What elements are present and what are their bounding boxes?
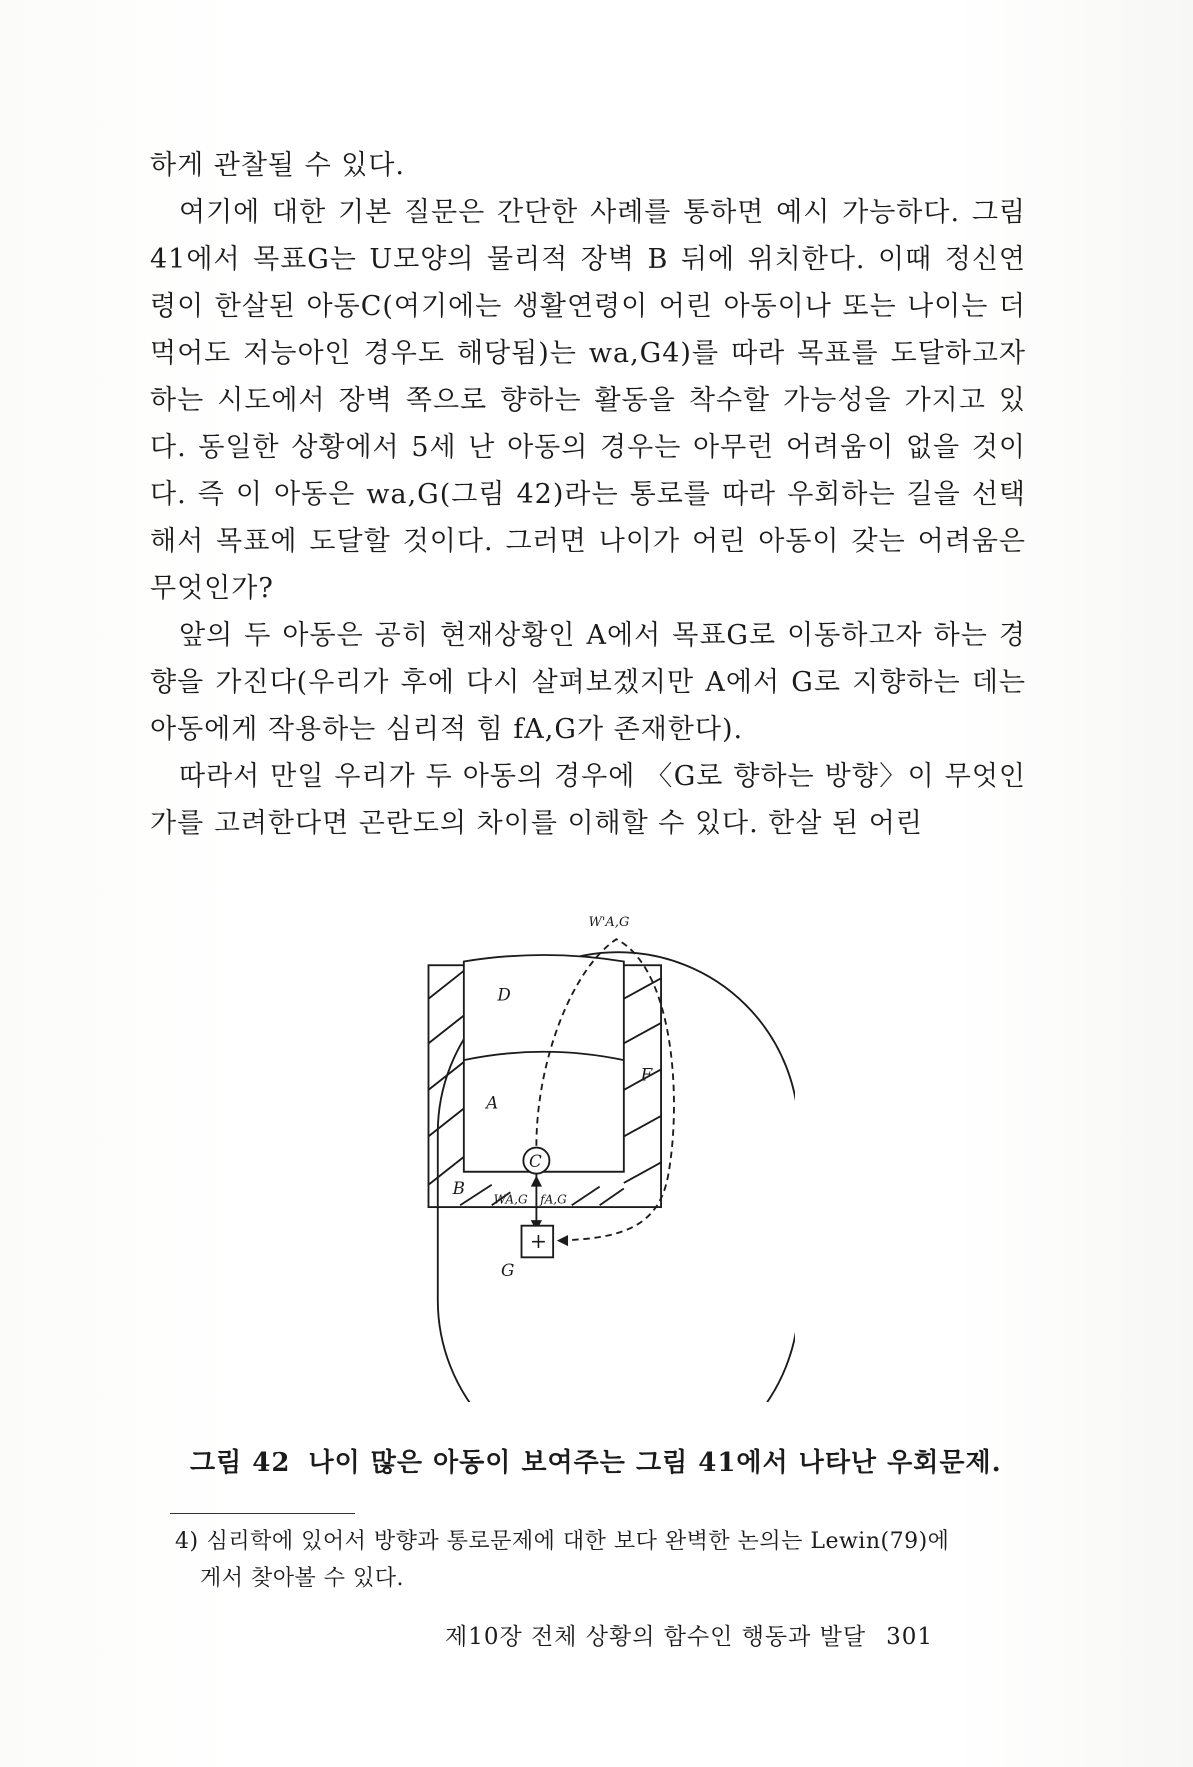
label-path-direct: WA,G (493, 1192, 528, 1207)
hatch-right-4 (624, 1162, 661, 1182)
label-region-d: D (497, 984, 511, 1005)
region-d-a-outline (464, 955, 624, 1172)
paragraph-tendency: 앞의 두 아동은 공히 현재상황인 A에서 목표G로 이동하고자 하는 경향을 가진다(우리가 후에 다시 살펴보겠지만 A에서 G로 지향하는 데는 아동에게 작용하는 심리적 힘 fA,G가 존재한다). (150, 620, 1026, 745)
label-region-a: A (486, 1092, 499, 1113)
footnote (175, 1523, 1035, 1597)
hatch-bottom-3 (600, 1188, 624, 1205)
detour-arrowhead (557, 1235, 568, 1246)
running-footer (445, 1618, 1025, 1651)
label-barrier: B (452, 1178, 465, 1199)
footnote-line-2: 게서 찾아볼 수 있다. (200, 1566, 404, 1591)
figure-caption (190, 1442, 1010, 1479)
label-child: C (528, 1151, 542, 1172)
chapter-title: 제10장 전체 상황의 함수인 행동과 발달 (445, 1624, 867, 1650)
footnote-divider (170, 1513, 355, 1514)
caption-number: 그림 42 (190, 1448, 291, 1478)
label-force: fA,G (540, 1192, 567, 1207)
caption-text: 나이 많은 아동이 보여주는 그림 41에서 나타난 우회문제. (308, 1448, 1002, 1478)
paragraph-basic-question: 여기에 대한 기본 질문은 간단한 사례를 통하면 예시 가능하다. 그림41에서 목표G는 U모양의 물리적 장벽 B 뒤에 위치한다. 이때 정신연령이 한살된 아동C(여기에는 생활연령이 어린 아동이나 또는 나이는 더 먹어도 저능아인 경우도 해당됨)는 wa,G4)를 따라 목표를 도달하고자 하는 시도에서 장벽 쪽으로 향하는 활동을 착수할 가능성을 가지고 있다. 동일한 상황에서 5세 난 아동의 경우는 아무런 어려움이 없을 것이다. 즉 이 아동은 wa,G(그림 42)라는 통로를 따라 우회하는 길을 선택해서 목표에 도달할 것이다. 그러면 나이가 어린 아동이 갖는 어려움은 무엇인가? (150, 197, 1026, 604)
figure-42-detour-diagram (395, 828, 795, 1402)
hatch-left-2 (428, 1062, 463, 1090)
label-path-top: W'A,G (588, 915, 630, 931)
label-goal-symbol: + (529, 1229, 548, 1254)
label-goal: G (501, 1259, 515, 1280)
footnote-line-1: 심리학에 있어서 방향과 통로문제에 대한 보다 완벽한 논의는 Lewin(79)에 (206, 1529, 950, 1554)
body-text (150, 142, 1026, 847)
hatch-left-1 (428, 1015, 463, 1043)
hatch-right-1 (624, 1023, 661, 1043)
hatch-bottom-2 (572, 1187, 600, 1206)
paragraph-continuation: 하게 관찰될 수 있다. (150, 150, 405, 181)
force-arrowhead (531, 1175, 542, 1186)
label-region-f: F (640, 1064, 653, 1085)
footnote-number: 4) (175, 1529, 199, 1554)
paragraph-direction: 따라서 만일 우리가 두 아동의 경우에 〈G로 향하는 방향〉이 무엇인가를 고려한다면 곤란도의 차이를 이해할 수 있다. 한살 된 어린 (150, 761, 1026, 839)
page-number: 301 (886, 1624, 933, 1650)
hatch-right-3 (624, 1116, 661, 1136)
hatch-left-0 (428, 971, 463, 999)
hatch-left-3 (428, 1108, 463, 1136)
